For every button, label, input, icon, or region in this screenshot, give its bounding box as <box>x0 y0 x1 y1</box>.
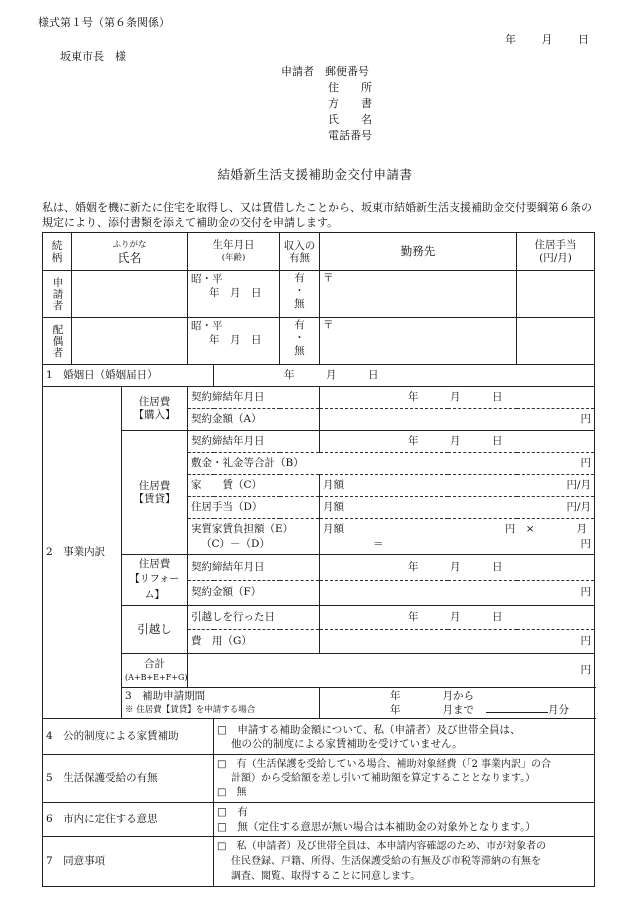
name-label: 氏 名 <box>328 113 372 126</box>
rent-contract-date-label: 契約締結年月日 <box>188 431 320 453</box>
applicant-name-cell[interactable] <box>72 271 188 318</box>
rent-group: 住居費 【賃貸】 <box>122 431 188 555</box>
applicant-income-cell[interactable]: 有 ・ 無 <box>280 271 320 318</box>
spouse-name-cell[interactable] <box>72 318 188 365</box>
applicant-label: 申請者 <box>281 65 314 78</box>
reform-group: 住居費 【リフォーム】 <box>122 555 188 606</box>
applicant-row <box>43 271 595 318</box>
settle-check[interactable]: □ 有 □ 無（定住する意思が無い場合は本補助金の対象外となります。） <box>214 803 595 837</box>
applicant-allowance-cell[interactable] <box>517 271 595 318</box>
postal-label: 郵便番号 <box>325 65 369 78</box>
spouse-row <box>43 318 595 365</box>
applicant-employer-cell[interactable]: 〒 <box>320 271 517 318</box>
rent-date-row <box>43 431 595 453</box>
allowance-header: 住居手当 (円/月) <box>517 233 595 271</box>
public-aid-label: 4 公的制度による家賃補助 <box>43 719 214 755</box>
table-header-row <box>43 233 595 271</box>
spouse-birth-cell[interactable]: 昭・平 年 月 日 <box>188 318 280 365</box>
income-header: 収入の有無 <box>280 233 320 271</box>
welfare-label: 5 生活保護受給の有無 <box>43 755 214 803</box>
reform-date-row <box>43 555 595 581</box>
actual-burden-value[interactable]: 月額 円 × 月 ＝ 円 <box>320 519 595 555</box>
period-value[interactable]: 年 月から 年 月まで 月分 <box>320 688 595 719</box>
birth-header: 生年月日 (年齢) <box>188 233 280 271</box>
purchase-amount-value[interactable]: 円 <box>320 409 595 431</box>
welfare-row <box>43 755 595 803</box>
purchase-amount-label: 契約金額（A） <box>188 409 320 431</box>
marriage-row <box>43 365 595 387</box>
actual-burden-label: 実質家賃負担額（E） （C）－（D） <box>188 519 320 555</box>
period-row <box>43 688 595 719</box>
applicant-relation: 申請者 <box>43 271 72 318</box>
public-aid-check[interactable]: □ 申請する補助金額について、私（申請者）及び世帯全員は、 他の公的制度による家賃補助を受けていません。 <box>214 719 595 755</box>
total-label: 合計 (A+B+E+F+G) <box>122 654 188 688</box>
purchase-contract-date-value[interactable]: 年 月 日 <box>320 387 595 409</box>
total-value[interactable]: 円 <box>188 654 595 688</box>
allowance-d-label: 住居手当（D） <box>188 497 320 519</box>
document-title: 結婚新生活支援補助金交付申請書 <box>217 167 413 182</box>
applicant-block <box>281 64 421 144</box>
spouse-allowance-cell[interactable] <box>517 318 595 365</box>
moving-cost-label: 費 用（G） <box>188 630 320 654</box>
address-label: 住 所 <box>328 81 372 94</box>
moving-cost-value[interactable]: 円 <box>320 630 595 654</box>
purchase-contract-date-label: 契約締結年月日 <box>188 387 320 409</box>
project-label: 2 事業内訳 <box>43 387 122 719</box>
purchase-date-row <box>43 387 595 409</box>
application-table <box>42 232 595 887</box>
deposit-cell[interactable]: 敷金・礼金等合計（B） 円 <box>188 453 595 475</box>
name-header: ふりがな 氏名 <box>72 233 188 271</box>
spouse-income-cell[interactable]: 有 ・ 無 <box>280 318 320 365</box>
intro-text: 私は、婚姻を機に新たに住宅を取得し、又は賃借したことから、坂東市結婚新生活支援補助金交付要綱第６条の規定により、添付書類を添えて補助金の交付を申請します。 <box>42 201 592 229</box>
public-aid-row <box>43 719 595 755</box>
marriage-date-cell[interactable]: 年 月 日 <box>214 365 595 387</box>
reform-contract-date-value[interactable]: 年 月 日 <box>320 555 595 581</box>
reform-amount-label: 契約金額（F） <box>188 580 320 606</box>
moving-date-value[interactable]: 年 月 日 <box>320 606 595 630</box>
spouse-employer-cell[interactable]: 〒 <box>320 318 517 365</box>
reform-contract-date-label: 契約締結年月日 <box>188 555 320 581</box>
purchase-group: 住居費 【購入】 <box>122 387 188 431</box>
application-date: 年 月 日 <box>505 33 589 46</box>
total-row <box>43 654 595 688</box>
consent-row <box>43 837 595 887</box>
company-label: 方 書 <box>328 97 372 110</box>
settle-row <box>43 803 595 837</box>
consent-check[interactable]: □ 私（申請者）及び世帯全員は、本申請内容確認のため、市が対象者の 住民登録、戸籍、所得、生活保護受給の有無及び市税等滞納の有無を 調査、閲覧、取得することに同意します。 <box>214 837 595 887</box>
employer-header: 勤務先 <box>320 233 517 271</box>
allowance-d-value[interactable]: 月額 円/月 <box>320 497 595 519</box>
rent-label: 家 賃（C） <box>188 475 320 497</box>
applicant-birth-cell[interactable]: 昭・平 年 月 日 <box>188 271 280 318</box>
welfare-check[interactable]: □ 有（生活保護を受給している場合、補助対象経費（「2 事業内訳」の合 計額）から受給額を差し引いて補助額を算定することとなります。） □ 無 <box>214 755 595 803</box>
spouse-relation: 配偶者 <box>43 318 72 365</box>
rent-contract-date-value[interactable]: 年 月 日 <box>320 431 595 453</box>
form-number: 様式第１号（第６条関係） <box>38 16 170 29</box>
moving-group: 引越し <box>122 606 188 654</box>
consent-label: 7 同意事項 <box>43 837 214 887</box>
marriage-label: 1 婚姻日（婚姻届日） <box>43 365 214 387</box>
rent-value[interactable]: 月額 円/月 <box>320 475 595 497</box>
phone-label: 電話番号 <box>328 129 372 142</box>
period-label: 3 補助申請期間 ※ 住居費【賃貸】を申請する場合 <box>122 688 320 719</box>
settle-label: 6 市内に定住する意思 <box>43 803 214 837</box>
reform-amount-value[interactable]: 円 <box>320 580 595 606</box>
relation-header: 続柄 <box>43 233 72 271</box>
addressee: 坂東市長 様 <box>60 50 126 63</box>
moving-date-label: 引越しを行った日 <box>188 606 320 630</box>
moving-date-row <box>43 606 595 630</box>
